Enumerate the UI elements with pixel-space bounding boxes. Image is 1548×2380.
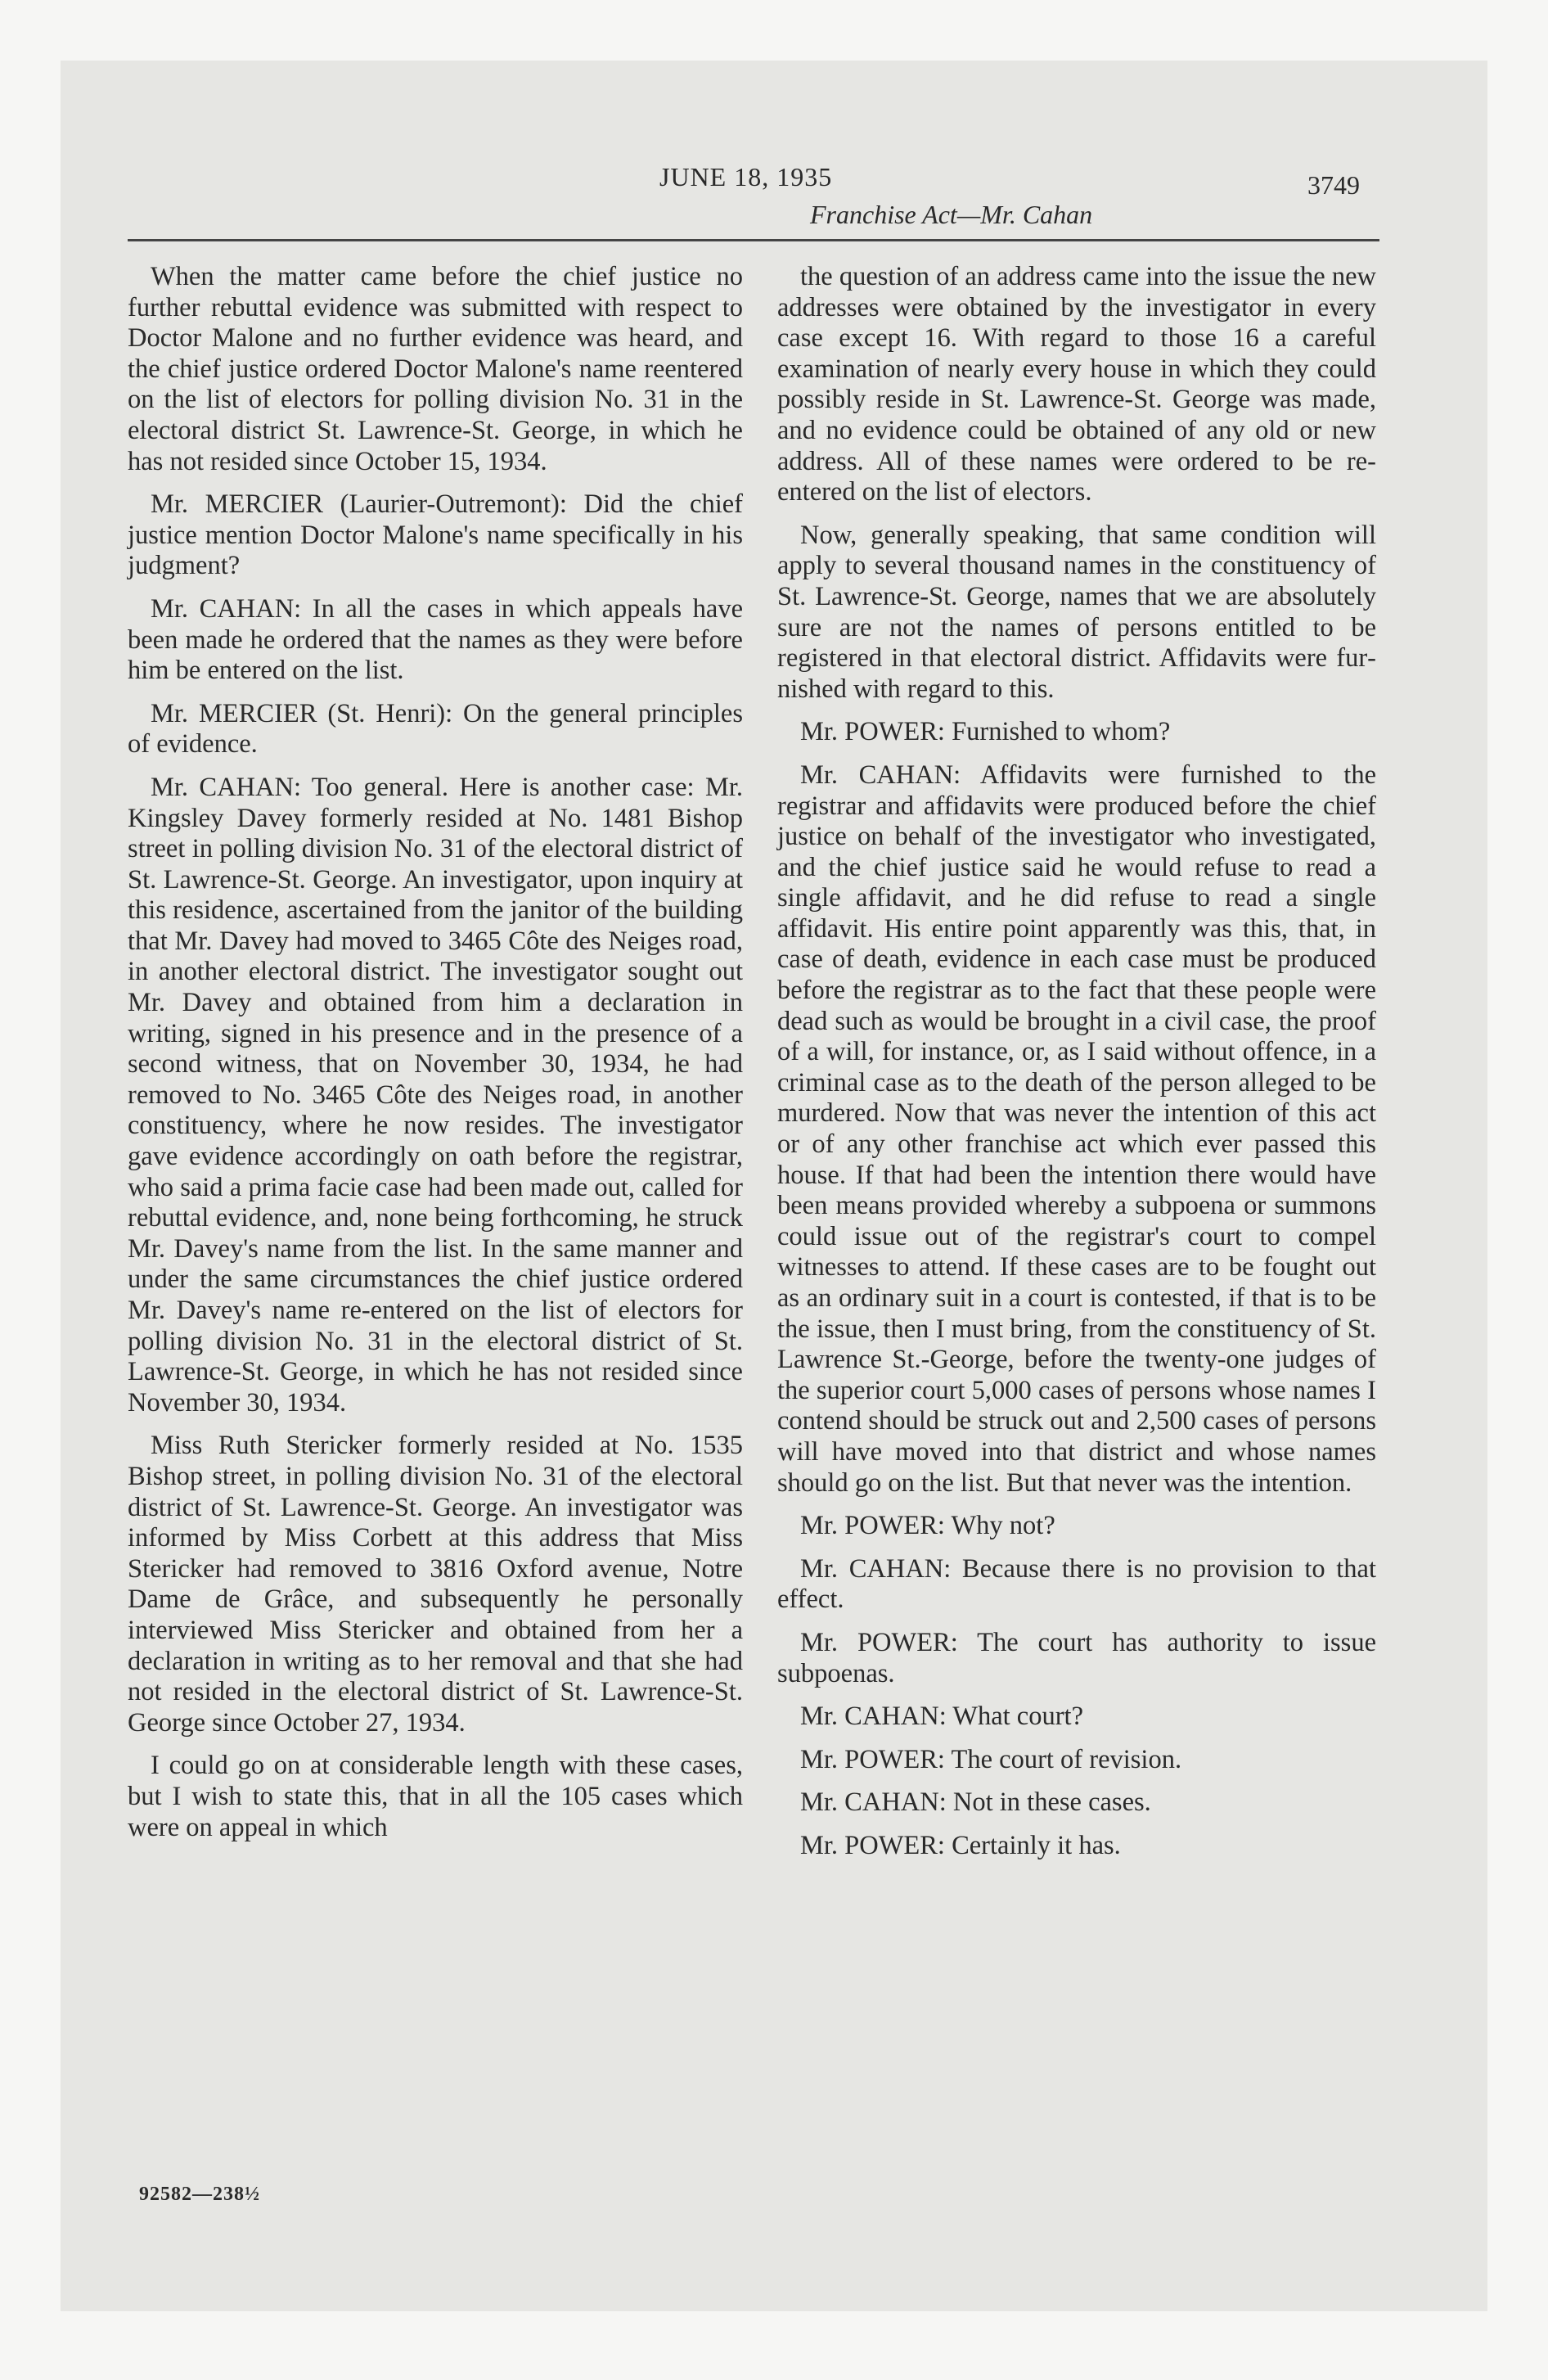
paragraph: Mr. CAHAN: What court? — [800, 1702, 1084, 1732]
header-date: JUNE 18, 1935 — [659, 162, 833, 192]
right-column — [777, 262, 1376, 1874]
paragraph: Mr. POWER: Certainly it has. — [800, 1830, 1121, 1860]
paragraph: Mr. CAHAN: In all the cases in which appeals have been made he ordered that the names as they were before him be entered on the list. — [128, 593, 743, 686]
paragraph: Mr. MERCIER (Laurier-Outremont): Did the chief justice mention Doctor Malone's name specifically in his judgment? — [128, 489, 743, 581]
footer-print-code: 92582—238½ — [139, 2184, 260, 2205]
paragraph: Mr. MERCIER (St. Henri): On the general principles of evidence. — [128, 698, 743, 760]
header-rule — [128, 239, 1379, 241]
paragraph: Mr. CAHAN: Affidavits were furnished to the registrar and affidavits were produced before the chief justice on behalf of the investigator who investigated, and the chief justice said he would refuse to read a single affidavit, and he did refuse to read a single affidavit. His entire point apparently was this, that, in case of death, evidence in each case must be produced before the registrar as to the fact that these people were dead such as would be brought in a civil case, the proof of a will, for instance, or, as I said without offence, in a criminal case as to the death of the person alleged to be murdered. Now that was never the intention of this act or of any other franchise act which ever passed this house. If that had been the intention there would have been means provided whereby a subpoena or summons could issue out of the registrar's court to compel witnesses to attend. If these cases are to be fought out as an ordinary suit in a court is contested, if that is to be the issue, then I must bring, from the constituency of St. Lawrence St.-George, before the twenty-one judges of the superior court 5,000 cases of persons whose names I contend should be struck out and 2,500 cases of persons will have moved into that district and whose names should go on the list. But that never was the intention. — [777, 760, 1376, 1498]
paragraph: Mr. POWER: The court of revision. — [800, 1744, 1182, 1774]
header-running-title: Franchise Act—Mr. Cahan — [810, 200, 1093, 229]
paragraph: Mr. CAHAN: Too general. Here is another case: Mr. Kingsley Davey formerly resided at No. 1481 Bishop street in polling division No. 31 of the electoral district of St. Lawrence-St. George. An investigator, upon inquiry at this residence, ascertained from the janitor of the building that Mr. Davey had moved to 3465 Côte des Neiges road, in another electoral district. The investigator sought out Mr. Davey and obtained from him a declaration in writing, signed in his presence and in the presence of a second witness, that on November 30, 1934, he had removed to No. 3465 Côte des Neiges road, in another constituency, where he now resides. The investigator gave evidence accordingly on oath before the registrar, who said a prima facie case had been made out, called for rebuttal evidence, and, none being forthcoming, he struck Mr. Davey's name from the list. In the same manner and under the same circumstances the chief justice ordered Mr. Davey's name re-entered on the list of electors for polling division No. 31 in the electoral district of St. Lawrence-St. George, in which he has not resided since November 30, 1934. — [128, 772, 743, 1418]
left-column — [128, 262, 743, 1855]
paragraph: the question of an address came into the issue the new addresses were obtained by the investigator in every case except 16. With regard to those 16 a careful examination of nearly every house in which they could possibly reside in St. Lawrence-St. George was made, and no evidence could be obtained of any old or new address. All of these names were ordered to be re-entered on the list of electors. — [777, 262, 1376, 507]
header-page-number: 3749 — [1307, 170, 1360, 200]
paragraph: Mr. POWER: The court has authority to issue subpoenas. — [777, 1627, 1376, 1688]
page-header — [128, 162, 1371, 228]
paragraph: I could go on at considerable length with these cases, but I wish to state this, that in all the 105 cases which were on appeal in which — [128, 1751, 743, 1842]
paragraph: Now, generally speaking, that same condition will apply to several thousand names in the constituency of St. Lawrence-St. George, names that we are absolutely sure are not the names of persons entitled to be registered in that electoral district. Affidavits were furnished with regard to this. — [777, 520, 1376, 704]
paragraph: Mr. CAHAN: Not in these cases. — [800, 1787, 1151, 1818]
paragraph: Mr. POWER: Furnished to whom? — [800, 717, 1171, 747]
paragraph: Mr. POWER: Why not? — [800, 1511, 1055, 1541]
paragraph: Miss Ruth Stericker formerly resided at No. 1535 Bishop street, in polling division No. 31 of the electoral district of St. Lawrence-St. George. An investigator was informed by Miss Corbett at this address that Miss Stericker had removed to 3816 Oxford avenue, Notre Dame de Grâce, and subsequently he personally interviewed Miss Stericker and obtained from her a declaration in writing as to her removal and that she had not resided in the electoral district of St. Lawrence-St. George since October 27, 1934. — [128, 1431, 743, 1738]
paragraph: Mr. CAHAN: Because there is no provision to that effect. — [777, 1553, 1376, 1615]
paragraph: When the matter came before the chief justice no further rebuttal evidence was submitted with respect to Doctor Malone and no further evidence was heard, and the chief justice ordered Doctor Malone's name reentered on the list of electors for polling division No. 31 in the electoral district St. Lawrence-St. George, in which he has not resided since October 15, 1934. — [128, 262, 743, 476]
